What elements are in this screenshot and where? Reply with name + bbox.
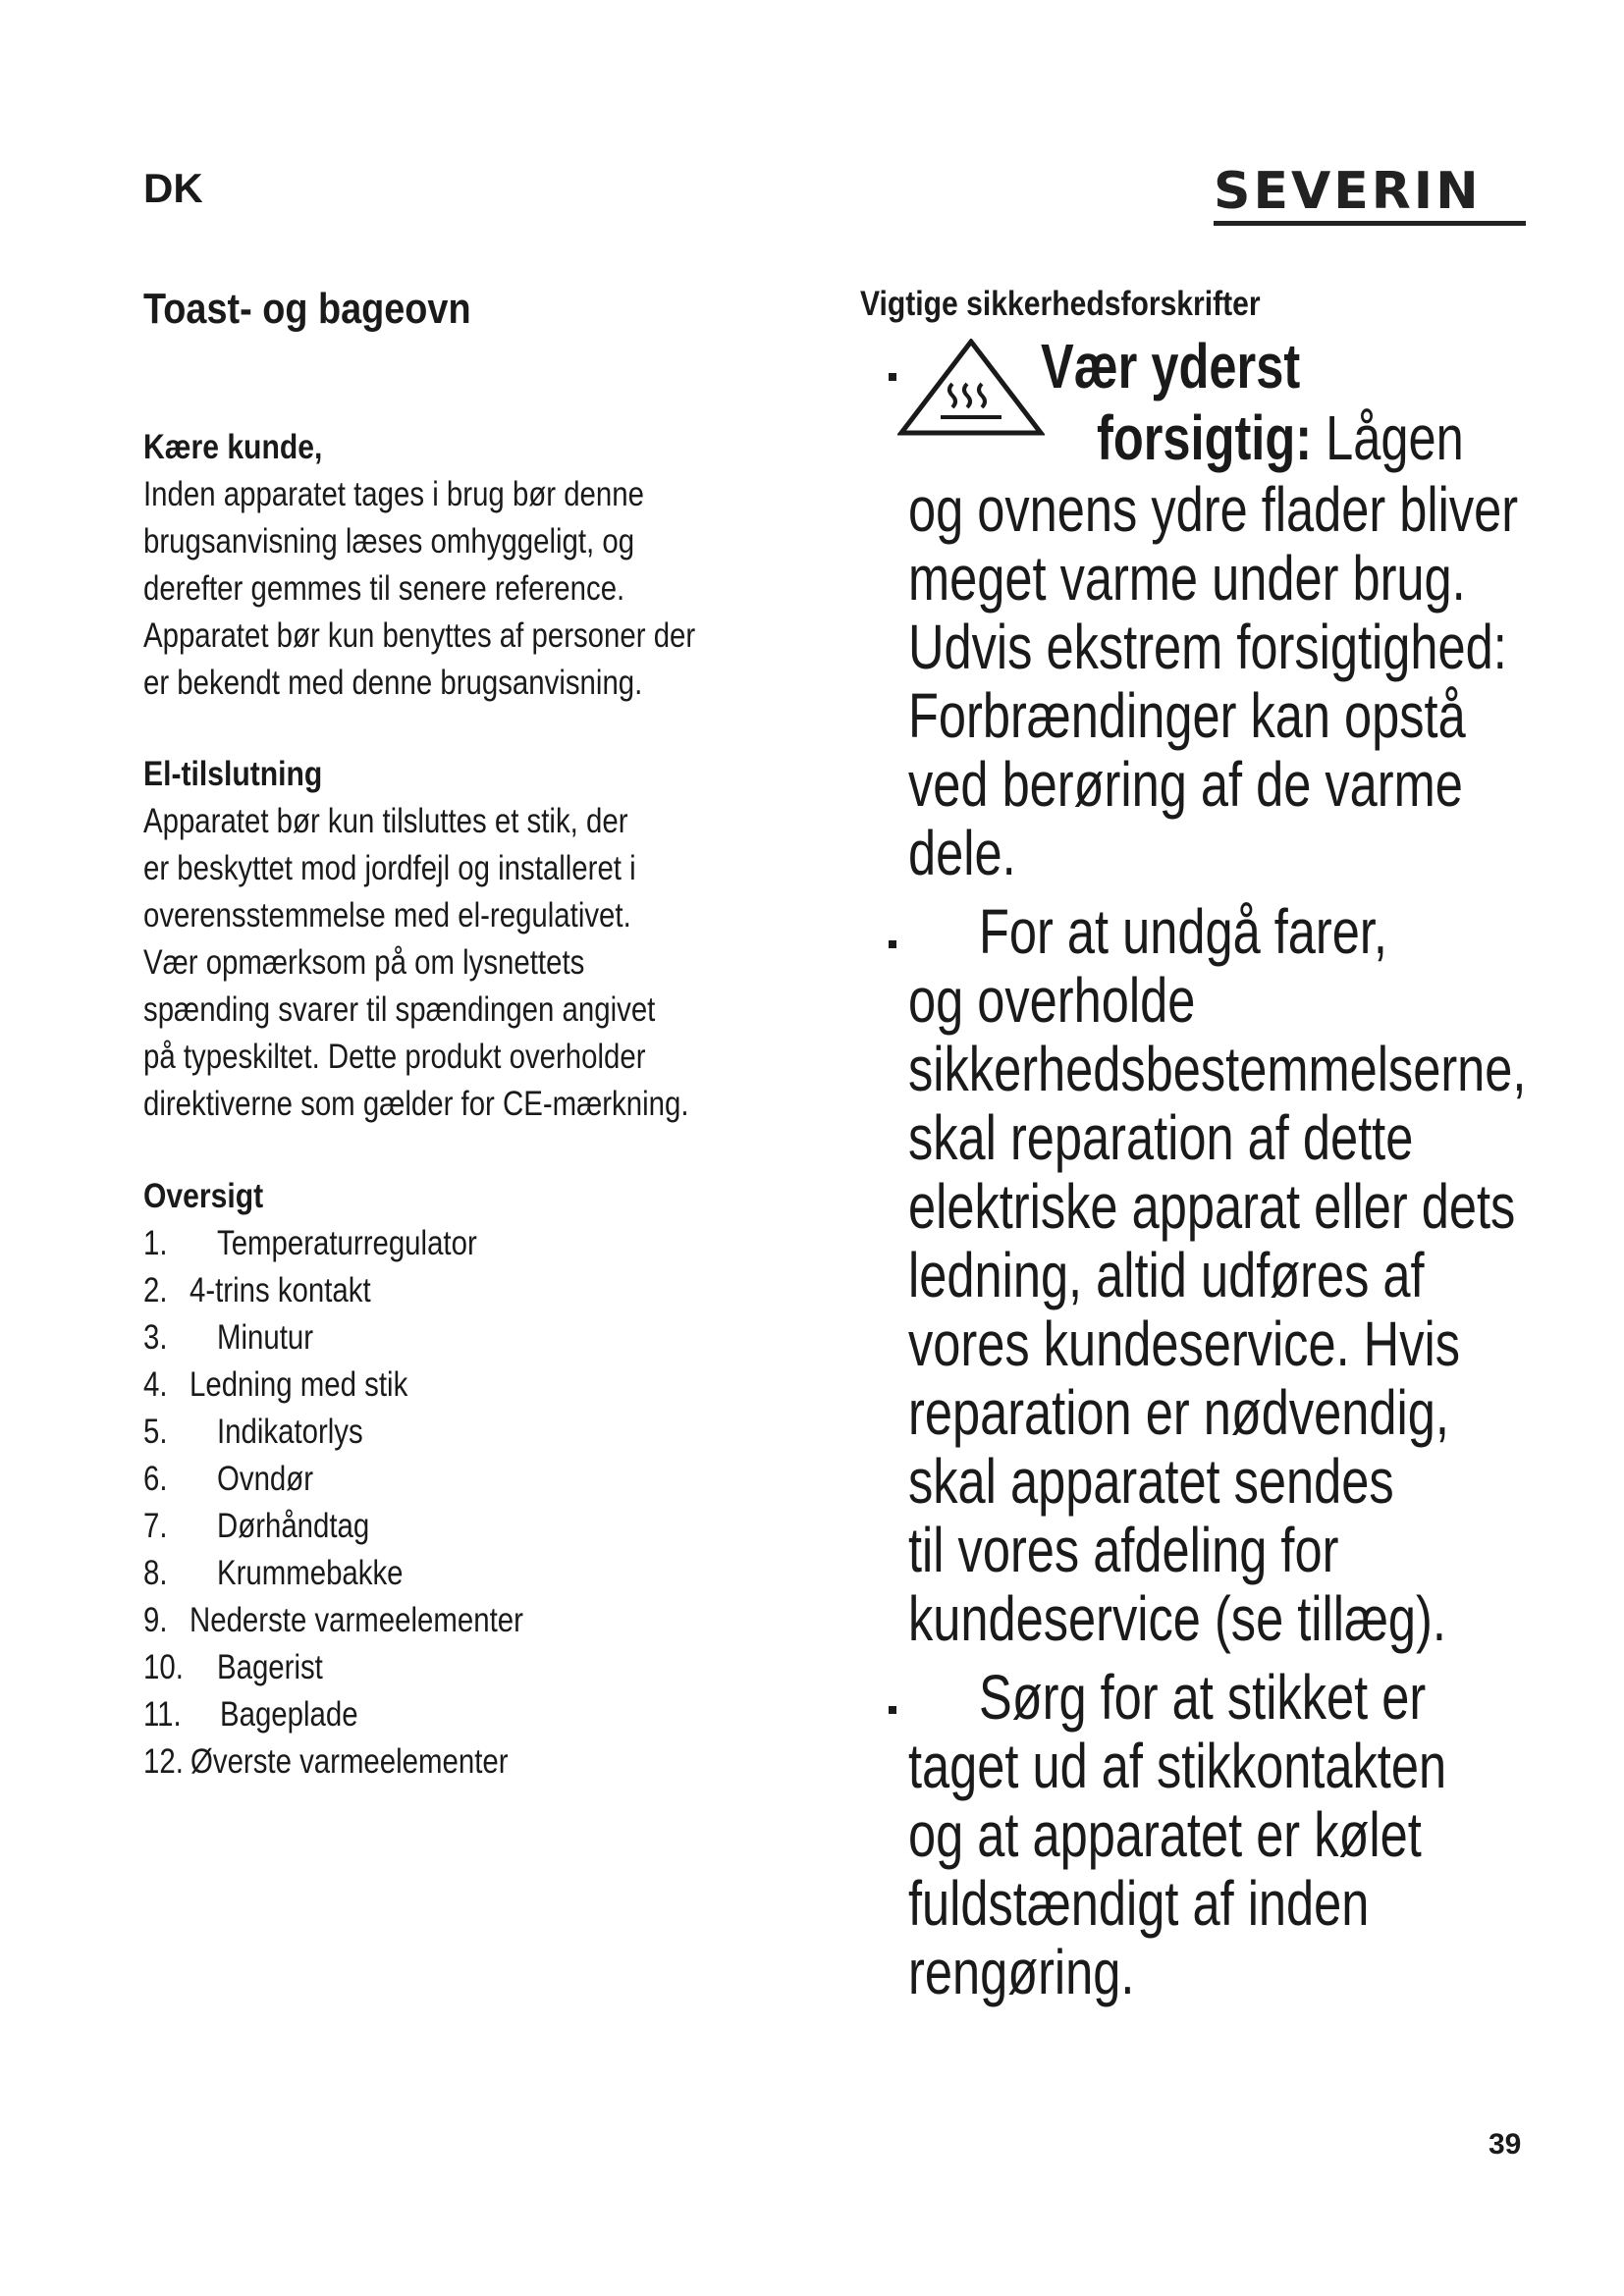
intro-line: derefter gemmes til senere reference. xyxy=(143,569,625,608)
intro-section xyxy=(143,424,811,707)
warning-bold-forsigtig: forsigtig: xyxy=(1097,402,1313,473)
repair-line: skal reparation af dette xyxy=(908,1102,1414,1173)
electrical-line: på typeskiltet. Dette produkt overholder xyxy=(143,1038,646,1076)
electrical-heading: El-tilslutning xyxy=(143,755,323,793)
cleaning-first-line: Sørg for at stikket er xyxy=(979,1662,1427,1733)
intro-line: er bekendt med denne brugsanvisning. xyxy=(143,664,643,702)
cleaning-line: fuldstændigt af inden xyxy=(908,1868,1370,1939)
intro-line: Apparatet bør kun benyttes af personer der xyxy=(143,616,696,655)
repair-line: skal apparatet sendes xyxy=(908,1446,1394,1517)
intro-line: brugsanvisning læses omhyggeligt, og xyxy=(143,522,635,561)
brand-logo: SEVERIN xyxy=(1214,162,1482,221)
list-item: 6. Ovndør xyxy=(143,1460,314,1498)
repair-line: til vores afdeling for xyxy=(908,1515,1339,1585)
list-item: 2. 4-trins kontakt xyxy=(143,1271,371,1309)
overview-section xyxy=(143,1173,811,1786)
list-item: 12. Øverste varmeelementer xyxy=(143,1742,509,1781)
intro-heading: Kære kunde, xyxy=(143,428,323,466)
electrical-line: overensstemmelse med el-regulativet. xyxy=(143,896,631,934)
electrical-section xyxy=(143,751,811,1128)
list-item: 8. Krummebakke xyxy=(143,1554,404,1592)
repair-line: og overholde xyxy=(908,965,1196,1036)
list-item: 11. Bageplade xyxy=(143,1695,358,1734)
page-number: 39 xyxy=(1489,2128,1522,2161)
repair-line: reparation er nødvendig, xyxy=(908,1377,1449,1448)
electrical-line: er beskyttet mod jordfejl og installeret i xyxy=(143,849,636,887)
repair-text xyxy=(908,966,1624,1653)
brand-underline xyxy=(1214,221,1526,226)
list-item: 4. Ledning med stik xyxy=(143,1365,408,1404)
page-title: Toast- og bageovn xyxy=(143,285,471,333)
list-item: 9. Nederste varmeelementer xyxy=(143,1601,523,1639)
hot-surface-warning-icon xyxy=(897,339,1045,437)
bullet-icon xyxy=(889,373,896,381)
cleaning-line: og at apparatet er kølet xyxy=(908,1799,1422,1870)
repair-line: sikkerhedsbestemmelserne, xyxy=(908,1034,1527,1104)
cleaning-text xyxy=(908,1732,1590,2006)
electrical-line: direktiverne som gælder for CE-mærkning. xyxy=(143,1085,689,1123)
warning-text xyxy=(908,475,1624,887)
repair-line: kundeservice (se tillæg). xyxy=(908,1583,1446,1654)
bullet-icon xyxy=(889,940,896,948)
electrical-line: Vær opmærksom på om lysnettets xyxy=(143,943,585,982)
warning-line-2: forsigtig: Lågen xyxy=(1097,402,1464,473)
electrical-line: Apparatet bør kun tilsluttes et stik, der xyxy=(143,802,628,840)
list-item: 1. Temperaturregulator xyxy=(143,1224,477,1262)
electrical-line: spænding svarer til spændingen angivet xyxy=(143,990,656,1029)
warning-line: og ovnens ydre flader bliver xyxy=(908,474,1519,545)
repair-line: elektriske apparat eller dets xyxy=(908,1171,1516,1242)
repair-first-line: For at undgå farer, xyxy=(979,896,1387,967)
warning-line: Forbrændinger kan opstå xyxy=(908,680,1466,751)
safety-heading: Vigtige sikkerhedsforskrifter xyxy=(860,285,1261,323)
bullet-icon xyxy=(889,1706,896,1714)
warning-line: meget varme under brug. xyxy=(908,543,1466,614)
cleaning-line: taget ud af stikkontakten xyxy=(908,1731,1447,1801)
warning-line: Udvis ekstrem forsigtighed: xyxy=(908,612,1507,682)
list-item: 3. Minutur xyxy=(143,1318,314,1357)
repair-line: ledning, altid udføres af xyxy=(908,1240,1425,1310)
list-item: 5. Indikatorlys xyxy=(143,1413,363,1451)
list-item: 7. Dørhåndtag xyxy=(143,1507,370,1545)
repair-line: vores kundeservice. Hvis xyxy=(908,1308,1460,1379)
warning-line: ved berøring af de varme xyxy=(908,749,1463,820)
cleaning-line: rengøring. xyxy=(908,1937,1135,2007)
overview-heading: Oversigt xyxy=(143,1177,264,1215)
warning-bold-line-1: Vær yderst xyxy=(1041,331,1301,401)
list-item: 10. Bagerist xyxy=(143,1648,323,1686)
intro-line: Inden apparatet tages i brug bør denne xyxy=(143,475,644,513)
warning-line: dele. xyxy=(908,818,1016,888)
language-code: DK xyxy=(143,165,203,211)
